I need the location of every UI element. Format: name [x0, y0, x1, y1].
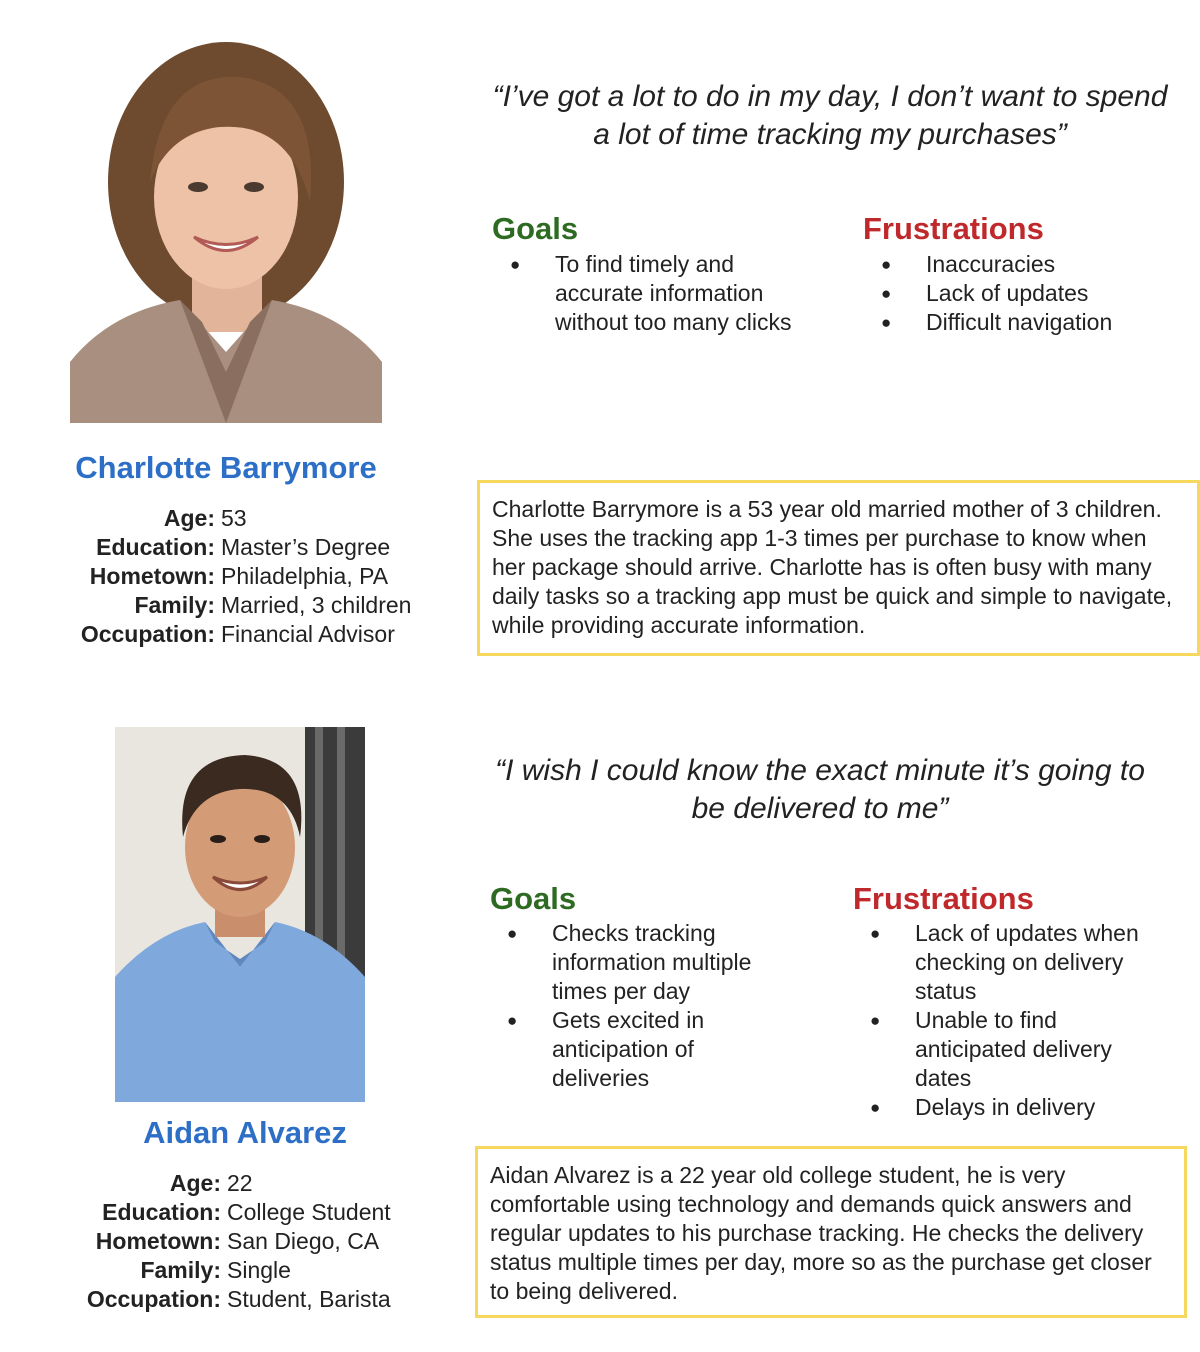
persona-bio: Aidan Alvarez is a 22 year old college student, he is very comfortable using technology and demands quick answers and regular updates to his purchase tracking. He checks the delivery status multiple times per day, more so as the purchase get closer to being delivered.: [475, 1146, 1187, 1318]
detail-row-hometown: [40, 1227, 391, 1256]
goal-item: ● To find timely and accurate information without too many clicks: [510, 250, 800, 337]
detail-row-age: [40, 504, 411, 533]
goals-heading: Goals: [492, 211, 579, 246]
frustrations-list: [870, 919, 1170, 1122]
frustration-item: ● Delays in delivery: [870, 1093, 1170, 1122]
detail-value: Philadelphia, PA: [221, 563, 389, 589]
detail-label: Family:: [134, 592, 215, 618]
detail-label: Hometown:: [89, 563, 215, 589]
detail-row-occupation: [40, 620, 411, 649]
detail-value: Student, Barista: [227, 1286, 391, 1312]
detail-value: Married, 3 children: [221, 592, 412, 618]
detail-label: Hometown:: [95, 1228, 221, 1254]
persona-name: Aidan Alvarez: [143, 1115, 347, 1150]
persona-bio: Charlotte Barrymore is a 53 year old married mother of 3 children. She uses the tracking app 1-3 times per purchase to know when her package should arrive. Charlotte has is often busy with many daily tasks so a tracking app must be quick and simple to navigate, while providing accurate information.: [477, 480, 1200, 656]
persona-photo-aidan: [115, 727, 365, 1102]
detail-row-education: [40, 533, 411, 562]
detail-value: San Diego, CA: [227, 1228, 380, 1254]
detail-row-occupation: [40, 1285, 391, 1314]
detail-value: Financial Advisor: [221, 621, 395, 647]
persona-name: Charlotte Barrymore: [75, 450, 377, 485]
detail-value: Master’s Degree: [221, 534, 391, 560]
detail-label: Age:: [169, 1170, 221, 1196]
frustration-item: ● Unable to find anticipated delivery dates: [870, 1006, 1170, 1093]
goals-list: [510, 250, 800, 337]
goals-list: [507, 919, 797, 1093]
detail-label: Education:: [96, 534, 215, 560]
detail-label: Occupation:: [80, 621, 215, 647]
detail-value: 22: [227, 1170, 253, 1196]
goal-item: ● Gets excited in anticipation of deliveries: [507, 1006, 797, 1093]
persona-quote: “I’ve got a lot to do in my day, I don’t want to spend a lot of time tracking my purchases”: [492, 80, 1168, 151]
frustration-item: ● Lack of updates when checking on delivery status: [870, 919, 1170, 1006]
goals-heading: Goals: [490, 881, 577, 916]
persona-photo-charlotte: [70, 32, 382, 423]
detail-row-age: [40, 1169, 391, 1198]
frustration-item: ● Inaccuracies: [881, 250, 1181, 279]
persona-quote: “I wish I could know the exact minute it’s going to be delivered to me”: [495, 754, 1145, 825]
persona-details: [40, 1169, 391, 1314]
detail-row-family: [40, 591, 411, 620]
persona-details: [40, 504, 411, 649]
frustrations-list: [881, 250, 1181, 337]
frustrations-heading: Frustrations: [863, 211, 1044, 246]
detail-value: College Student: [227, 1199, 391, 1225]
goal-item: ● Checks tracking information multiple times per day: [507, 919, 797, 1006]
frustrations-heading: Frustrations: [853, 881, 1034, 916]
detail-label: Occupation:: [86, 1286, 221, 1312]
detail-label: Family:: [140, 1257, 221, 1283]
detail-value: 53: [221, 505, 247, 531]
detail-label: Age:: [163, 505, 215, 531]
frustration-item: ● Lack of updates: [881, 279, 1181, 308]
frustration-item: ● Difficult navigation: [881, 308, 1181, 337]
detail-row-hometown: [40, 562, 411, 591]
detail-row-family: [40, 1256, 391, 1285]
detail-row-education: [40, 1198, 391, 1227]
detail-label: Education:: [102, 1199, 221, 1225]
detail-value: Single: [227, 1257, 291, 1283]
